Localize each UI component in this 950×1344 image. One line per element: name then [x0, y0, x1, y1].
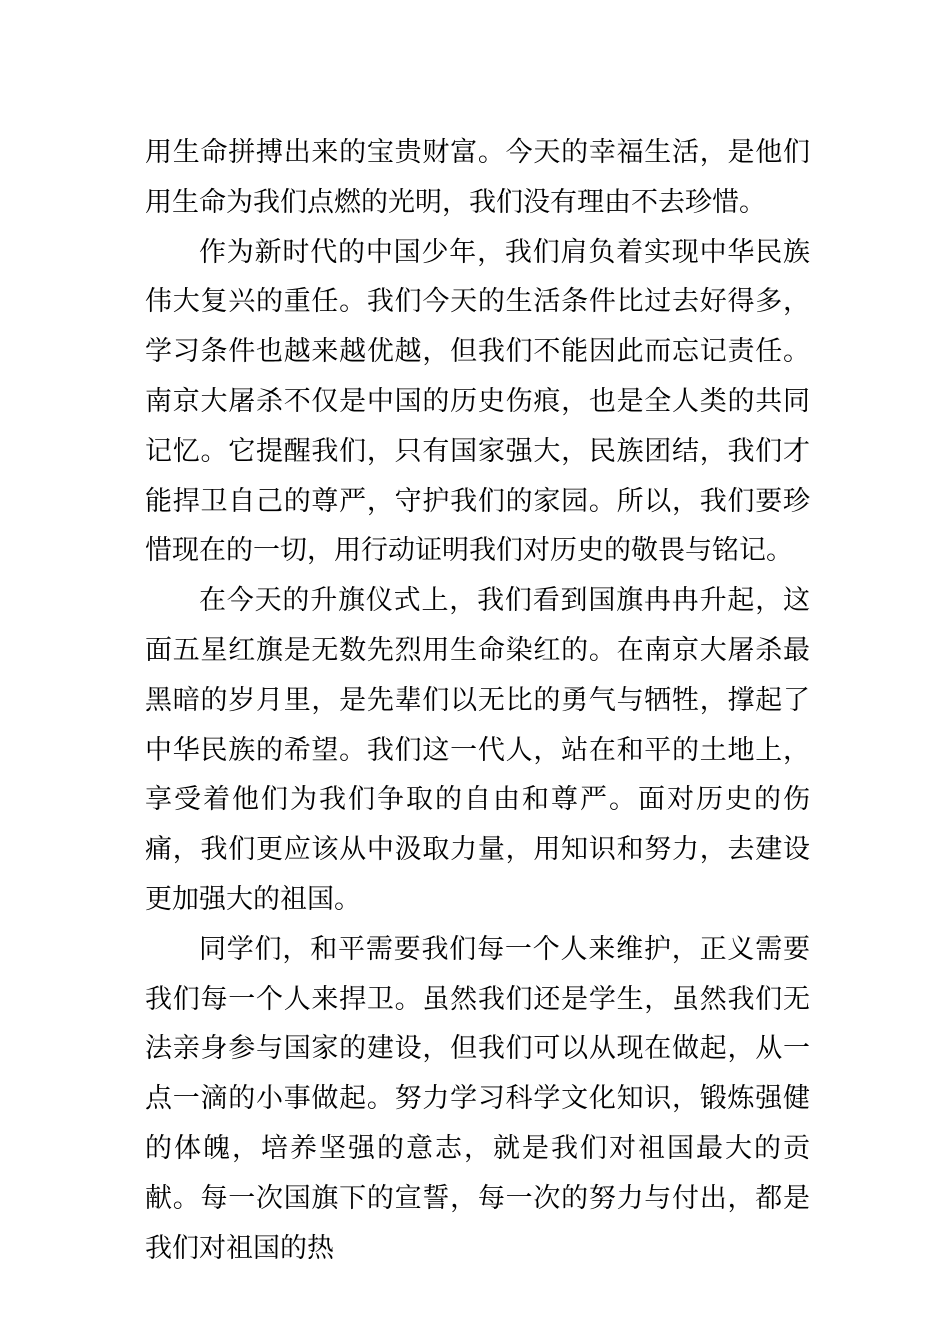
- paragraph-4: 同学们，和平需要我们每一个人来维护，正义需要我们每一个人来捍卫。虽然我们还是学生，虽然我们无法亲身参与国家的建设，但我们可以从现在做起，从一点一滴的小事做起。努力学习科学文化知识，锻炼强健的体魄，培养坚强的意志，就是我们对祖国最大的贡献。每一次国旗下的宣誓，每一次的努力与付出，都是我们对祖国的热: [145, 933, 810, 1264]
- paragraph-1: 用生命拼搏出来的宝贵财富。今天的幸福生活，是他们用生命为我们点燃的光明，我们没有理由不去珍惜。: [145, 137, 810, 218]
- paragraph-3: 在今天的升旗仪式上，我们看到国旗冉冉升起，这面五星红旗是无数先烈用生命染红的。在南京大屠杀最黑暗的岁月里，是先辈们以无比的勇气与牺牲，撑起了中华民族的希望。我们这一代人，站在和平的土地上，享受着他们为我们争取的自由和尊严。面对历史的伤痛，我们更应该从中汲取力量，用知识和努力，去建设更加强大的祖国。: [145, 585, 810, 915]
- paragraph-2: 作为新时代的中国少年，我们肩负着实现中华民族伟大复兴的重任。我们今天的生活条件比过去好得多，学习条件也越来越优越，但我们不能因此而忘记责任。南京大屠杀不仅是中国的历史伤痕，也是全人类的共同记忆。它提醒我们，只有国家强大，民族团结，我们才能捍卫自己的尊严，守护我们的家园。所以，我们要珍惜现在的一切，用行动证明我们对历史的敬畏与铭记。: [145, 236, 810, 567]
- document-body: [145, 128, 810, 1273]
